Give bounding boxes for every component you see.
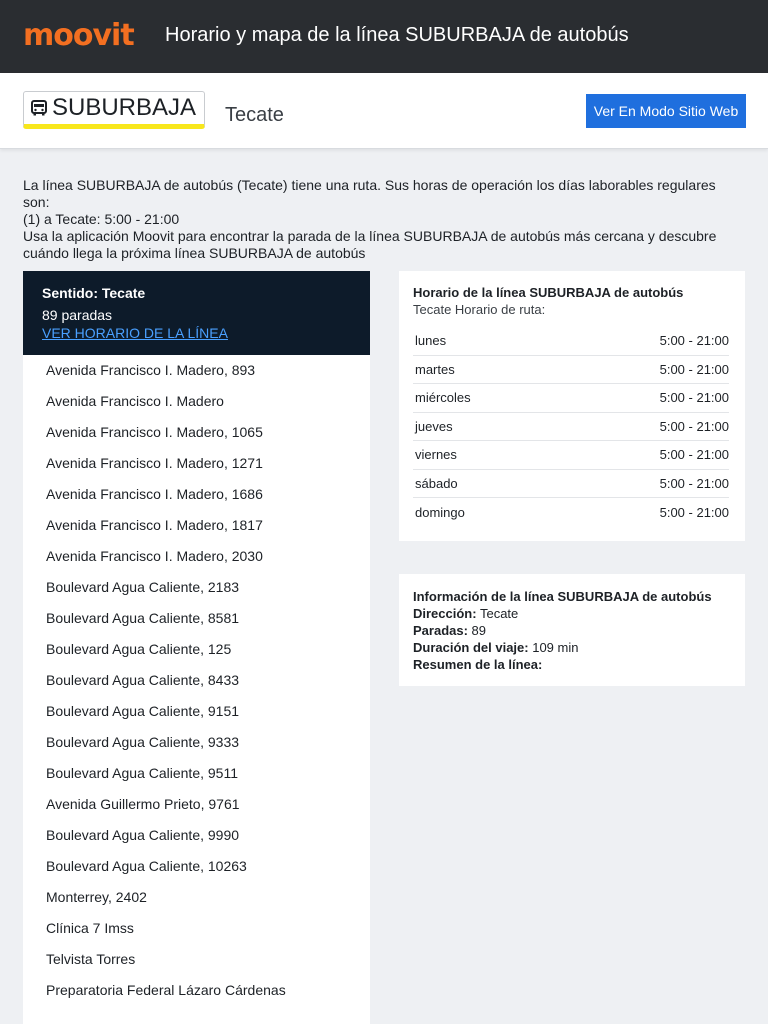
moovit-logo[interactable]: moovit — [23, 18, 134, 53]
bus-icon — [30, 99, 48, 117]
stop-item[interactable]: Boulevard Agua Caliente, 8433 — [46, 672, 240, 688]
stop-item[interactable]: Telvista Torres — [46, 951, 136, 967]
stop-item[interactable]: Avenida Francisco I. Madero, 1817 — [46, 517, 263, 533]
schedule-day: miércoles — [415, 390, 471, 406]
schedule-row — [413, 327, 729, 356]
schedule-card — [399, 271, 745, 541]
schedule-hours: 5:00 - 21:00 — [659, 504, 729, 520]
page-title: Horario y mapa de la línea SUBURBAJA de autobús — [165, 24, 629, 46]
stop-item[interactable]: Avenida Francisco I. Madero, 1271 — [46, 455, 263, 471]
intro-line-3: Usa la aplicación Moovit para encontrar la parada de la línea SUBURBAJA de autobús más cercana y descubre cuándo llega la próxima línea SUBURBAJA de autobús — [23, 228, 717, 261]
view-website-button[interactable]: Ver En Modo Sitio Web — [586, 94, 746, 128]
stop-item[interactable]: Boulevard Agua Caliente, 2183 — [46, 579, 240, 595]
schedule-day: domingo — [415, 504, 465, 520]
stop-item[interactable]: Monterrey, 2402 — [46, 889, 147, 905]
schedule-table — [413, 327, 729, 527]
schedule-hours: 5:00 - 21:00 — [659, 390, 729, 406]
line-info-card — [399, 574, 745, 686]
stop-item[interactable]: Avenida Francisco I. Madero, 1686 — [46, 486, 263, 502]
info-direction — [413, 605, 731, 622]
schedule-day: jueves — [415, 418, 453, 434]
info-direction-value: Tecate — [479, 606, 519, 621]
schedule-hours: 5:00 - 21:00 — [659, 361, 729, 377]
info-summary — [413, 656, 731, 673]
schedule-row — [413, 441, 729, 470]
stop-item[interactable]: Boulevard Agua Caliente, 125 — [46, 641, 232, 657]
info-stops-label: Paradas: — [413, 623, 468, 638]
schedule-hours: 5:00 - 21:00 — [659, 418, 729, 434]
schedule-hours: 5:00 - 21:00 — [659, 333, 729, 349]
info-duration-value: 109 min — [532, 640, 579, 655]
stop-item[interactable]: Preparatoria Federal Lázaro Cárdenas — [46, 982, 286, 998]
stop-item[interactable]: Avenida Francisco I. Madero, 893 — [46, 362, 256, 378]
info-direction-label: Dirección: — [413, 606, 477, 621]
schedule-day: martes — [415, 361, 455, 377]
info-duration — [413, 639, 731, 656]
stop-item[interactable]: Boulevard Agua Caliente, 9511 — [46, 765, 238, 781]
intro-line-2: (1) a Tecate: 5:00 - 21:00 — [23, 211, 180, 227]
line-badge — [23, 91, 205, 129]
stop-item[interactable]: Boulevard Agua Caliente, 9151 — [46, 703, 240, 719]
schedule-row — [413, 498, 729, 527]
line-city: Tecate — [225, 104, 284, 126]
stop-item[interactable]: Avenida Francisco I. Madero — [46, 393, 224, 409]
stop-item[interactable]: Boulevard Agua Caliente, 9990 — [46, 827, 240, 843]
intro-line-1: La línea SUBURBAJA de autobús (Tecate) tiene una ruta. Sus horas de operación los días laborables regulares son: — [23, 177, 716, 210]
info-title: Información de la línea SUBURBAJA de autobús — [413, 589, 712, 604]
direction-card — [23, 271, 370, 355]
schedule-day: viernes — [415, 447, 457, 463]
stop-item[interactable]: Avenida Francisco I. Madero, 1065 — [46, 424, 263, 440]
info-stops — [413, 622, 731, 639]
direction-stop-count: 89 paradas — [42, 307, 113, 323]
direction-title: Sentido: Tecate — [42, 285, 146, 301]
schedule-day: sábado — [415, 475, 458, 491]
stop-item[interactable]: Avenida Francisco I. Madero, 2030 — [46, 548, 263, 564]
schedule-row — [413, 413, 729, 442]
stop-item[interactable]: Avenida Guillermo Prieto, 9761 — [46, 796, 240, 812]
schedule-title: Horario de la línea SUBURBAJA de autobús — [413, 285, 684, 300]
schedule-row — [413, 356, 729, 385]
schedule-row — [413, 384, 729, 413]
schedule-day: lunes — [415, 333, 447, 349]
stop-item[interactable]: Boulevard Agua Caliente, 9333 — [46, 734, 240, 750]
schedule-subtitle: Tecate Horario de ruta: — [413, 302, 546, 317]
stop-item[interactable]: Boulevard Agua Caliente, 8581 — [46, 610, 240, 626]
schedule-row — [413, 470, 729, 499]
line-name: SUBURBAJA — [52, 94, 197, 121]
top-bar — [0, 0, 768, 73]
view-schedule-link[interactable]: VER HORARIO DE LA LÍNEA — [42, 325, 228, 341]
stop-item[interactable]: Clínica 7 Imss — [46, 920, 134, 936]
schedule-hours: 5:00 - 21:00 — [659, 475, 729, 491]
info-stops-value: 89 — [471, 623, 487, 638]
intro-text — [23, 177, 743, 262]
info-duration-label: Duración del viaje: — [413, 640, 529, 655]
stops-list — [23, 355, 370, 1024]
stop-item[interactable]: Boulevard Agua Caliente, 10263 — [46, 858, 247, 874]
schedule-hours: 5:00 - 21:00 — [659, 447, 729, 463]
info-summary-label: Resumen de la línea: — [413, 657, 543, 672]
